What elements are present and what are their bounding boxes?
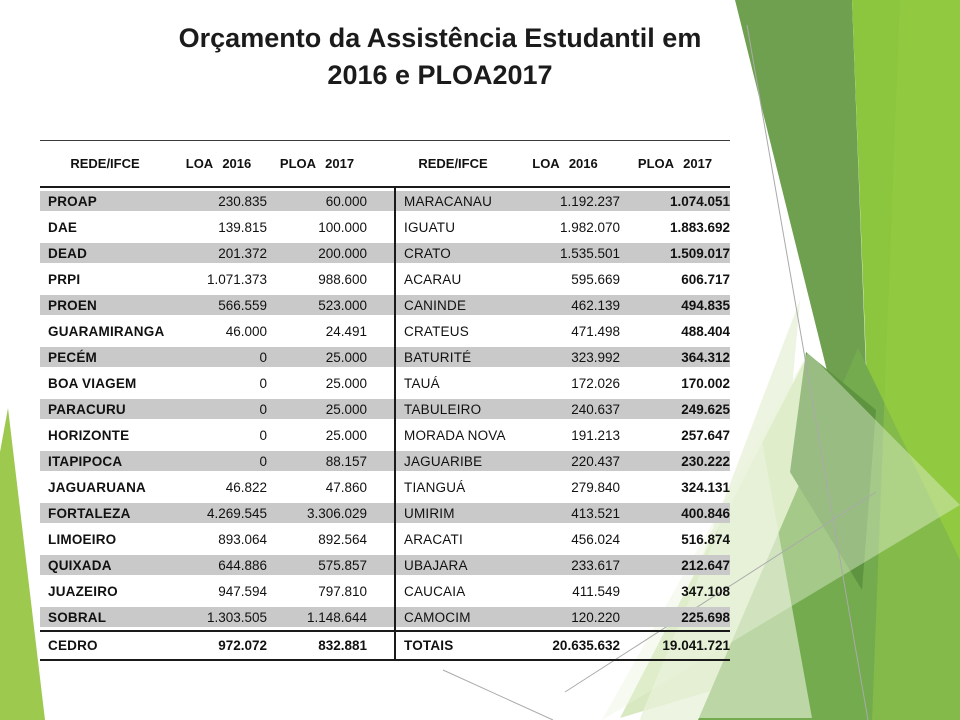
table-row <box>396 292 730 318</box>
campus-name-cell: BOA VIAGEM <box>48 375 137 391</box>
ploa-2017-value-cell: 832.881 <box>318 638 367 653</box>
ploa-2017-value-cell: 488.404 <box>681 323 730 339</box>
loa-2016-value-cell: 947.594 <box>218 583 267 599</box>
ploa-2017-value-cell: 364.312 <box>681 349 730 365</box>
table-footer-left <box>40 630 394 661</box>
ploa-2017-value-cell: 494.835 <box>681 297 730 313</box>
loa-2016-value-cell: 0 <box>259 349 267 365</box>
loa-2016-value-cell: 46.822 <box>225 479 267 495</box>
ploa-2017-value-cell: 88.157 <box>325 453 367 469</box>
campus-name-cell: SOBRAL <box>48 609 107 625</box>
loa-2016-value-cell: 279.840 <box>571 479 620 495</box>
ploa-2017-value-cell: 797.810 <box>318 583 367 599</box>
campus-name-cell: GUARAMIRANGA <box>48 323 165 339</box>
table-body-right <box>396 186 730 630</box>
ploa-2017-value-cell: 1.883.692 <box>669 219 730 235</box>
table-row <box>396 500 730 526</box>
table-row <box>40 188 394 214</box>
campus-name-cell: PARACURU <box>48 401 126 417</box>
table-row <box>396 604 730 630</box>
table-row <box>40 604 394 630</box>
loa-2016-value-cell: 0 <box>259 453 267 469</box>
ploa-2017-value-cell: 170.002 <box>681 375 730 391</box>
ploa-2017-value-cell: 225.698 <box>681 609 730 625</box>
loa-2016-value-cell: 0 <box>259 375 267 391</box>
loa-2016-value-cell: 1.192.237 <box>559 193 620 209</box>
ploa-2017-total-cell: 19.041.721 <box>662 638 730 653</box>
campus-name-cell: CRATO <box>404 245 452 261</box>
ploa-2017-value-cell: 25.000 <box>325 375 367 391</box>
table-row <box>40 214 394 240</box>
campus-name-cell: CEDRO <box>48 638 98 653</box>
campus-name-cell: HORIZONTE <box>48 427 130 443</box>
ploa-2017-value-cell: 230.222 <box>681 453 730 469</box>
column-header-rede-ifce: REDE/IFCE <box>70 156 140 171</box>
ploa-2017-value-cell: 25.000 <box>325 427 367 443</box>
campus-name-cell: ITAPIPOCA <box>48 453 123 469</box>
campus-name-cell: PECÉM <box>48 349 98 365</box>
table-row <box>40 448 394 474</box>
campus-name-cell: DAE <box>48 219 78 235</box>
campus-name-cell: JAGUARIBE <box>404 453 483 469</box>
table-row <box>40 370 394 396</box>
ploa-2017-value-cell: 249.625 <box>681 401 730 417</box>
ploa-2017-value-cell: 523.000 <box>318 297 367 313</box>
table-row <box>40 578 394 604</box>
table-row <box>40 266 394 292</box>
table-row <box>396 578 730 604</box>
budget-table-right <box>396 141 730 661</box>
table-row <box>40 526 394 552</box>
loa-2016-value-cell: 644.886 <box>218 557 267 573</box>
loa-2016-value-cell: 411.549 <box>572 583 620 599</box>
table-row <box>40 318 394 344</box>
column-header-loa-2016: LOA 2016 <box>185 156 252 171</box>
column-header-ploa-2017: PLOA 2017 <box>279 156 355 171</box>
table-footer-totals <box>396 630 730 661</box>
ploa-2017-value-cell: 1.074.051 <box>669 193 730 209</box>
campus-name-cell: LIMOEIRO <box>48 531 117 547</box>
loa-2016-value-cell: 893.064 <box>218 531 267 547</box>
campus-name-cell: MORADA NOVA <box>404 427 506 443</box>
campus-name-cell: BATURITÉ <box>404 349 472 365</box>
ploa-2017-value-cell: 575.857 <box>318 557 367 573</box>
table-row <box>396 266 730 292</box>
column-header-rede-ifce: REDE/IFCE <box>418 156 488 171</box>
ploa-2017-value-cell: 47.860 <box>325 479 367 495</box>
table-row <box>396 422 730 448</box>
ploa-2017-value-cell: 24.491 <box>325 323 367 339</box>
loa-2016-value-cell: 323.992 <box>571 349 620 365</box>
campus-name-cell: CANINDE <box>404 297 467 313</box>
loa-2016-value-cell: 240.637 <box>571 401 620 417</box>
campus-name-cell: TAUÁ <box>404 375 440 391</box>
campus-name-cell: CAMOCIM <box>404 609 471 625</box>
totals-label-cell: TOTAIS <box>404 638 454 653</box>
campus-name-cell: ACARAU <box>404 271 462 287</box>
ploa-2017-value-cell: 1.509.017 <box>669 245 730 261</box>
table-body-left <box>40 186 394 630</box>
loa-2016-value-cell: 191.213 <box>571 427 620 443</box>
loa-2016-value-cell: 46.000 <box>225 323 267 339</box>
campus-name-cell: PROAP <box>48 193 98 209</box>
table-row <box>40 552 394 578</box>
loa-2016-value-cell: 220.437 <box>571 453 620 469</box>
table-row <box>396 448 730 474</box>
table-row <box>40 422 394 448</box>
loa-2016-value-cell: 0 <box>259 401 267 417</box>
loa-2016-value-cell: 233.617 <box>571 557 620 573</box>
ploa-2017-value-cell: 606.717 <box>681 271 730 287</box>
loa-2016-value-cell: 0 <box>259 427 267 443</box>
bottom-left-green-wedge <box>0 408 45 720</box>
loa-2016-value-cell: 4.269.545 <box>206 505 267 521</box>
table-row <box>396 344 730 370</box>
ploa-2017-value-cell: 212.647 <box>681 557 730 573</box>
table-row <box>396 474 730 500</box>
table-row <box>40 396 394 422</box>
thin-diagonal-line-bottom <box>443 670 553 720</box>
loa-2016-value-cell: 456.024 <box>571 531 620 547</box>
table-row <box>396 370 730 396</box>
ploa-2017-value-cell: 1.148.644 <box>306 609 367 625</box>
loa-2016-value-cell: 139.815 <box>218 219 267 235</box>
table-row <box>396 188 730 214</box>
ploa-2017-value-cell: 200.000 <box>318 245 367 261</box>
loa-2016-value-cell: 595.669 <box>571 271 620 287</box>
table-row <box>40 292 394 318</box>
ploa-2017-value-cell: 324.131 <box>681 479 730 495</box>
loa-2016-value-cell: 1.303.505 <box>206 609 267 625</box>
slide-title <box>90 20 790 94</box>
ploa-2017-value-cell: 400.846 <box>681 505 730 521</box>
table-row <box>396 526 730 552</box>
ploa-2017-value-cell: 347.108 <box>681 583 730 599</box>
loa-2016-value-cell: 1.071.373 <box>206 271 267 287</box>
campus-name-cell: TABULEIRO <box>404 401 482 417</box>
campus-name-cell: MARACANAU <box>404 193 493 209</box>
slide-title-line2: 2016 e PLOA2017 <box>327 60 553 90</box>
loa-2016-value-cell: 230.835 <box>218 193 267 209</box>
table-header-left <box>40 141 394 186</box>
campus-name-cell: CAUCAIA <box>404 583 466 599</box>
table-row <box>396 318 730 344</box>
loa-2016-value-cell: 1.982.070 <box>559 219 620 235</box>
loa-2016-value-cell: 172.026 <box>571 375 620 391</box>
campus-name-cell: JAGUARUANA <box>48 479 147 495</box>
campus-name-cell: FORTALEZA <box>48 505 131 521</box>
budget-table-left <box>40 141 394 661</box>
ploa-2017-value-cell: 892.564 <box>318 531 367 547</box>
ploa-2017-value-cell: 988.600 <box>318 271 367 287</box>
table-header-right <box>396 141 730 186</box>
ploa-2017-value-cell: 516.874 <box>681 531 730 547</box>
table-row <box>396 396 730 422</box>
column-header-ploa-2017: PLOA 2017 <box>637 156 713 171</box>
campus-name-cell: QUIXADA <box>48 557 112 573</box>
campus-name-cell: JUAZEIRO <box>48 583 118 599</box>
table-row <box>396 240 730 266</box>
table-row <box>40 344 394 370</box>
ploa-2017-value-cell: 3.306.029 <box>306 505 367 521</box>
campus-name-cell: TIANGUÁ <box>404 479 466 495</box>
loa-2016-value-cell: 1.535.501 <box>559 245 620 261</box>
table-row <box>396 552 730 578</box>
slide-title-line1: Orçamento da Assistência Estudantil em <box>178 23 702 53</box>
ploa-2017-value-cell: 25.000 <box>325 401 367 417</box>
ploa-2017-value-cell: 100.000 <box>318 219 367 235</box>
loa-2016-value-cell: 566.559 <box>218 297 267 313</box>
table-row <box>40 500 394 526</box>
loa-2016-value-cell: 120.220 <box>571 609 620 625</box>
column-header-loa-2016: LOA 2016 <box>532 156 598 171</box>
loa-2016-value-cell: 972.072 <box>218 638 267 653</box>
campus-name-cell: UBAJARA <box>404 557 468 573</box>
loa-2016-value-cell: 201.372 <box>218 245 267 261</box>
loa-2016-value-cell: 471.498 <box>571 323 620 339</box>
campus-name-cell: ARACATI <box>404 531 463 547</box>
ploa-2017-value-cell: 25.000 <box>325 349 367 365</box>
campus-name-cell: PROEN <box>48 297 98 313</box>
loa-2016-total-cell: 20.635.632 <box>552 638 620 653</box>
table-row <box>396 214 730 240</box>
ploa-2017-value-cell: 60.000 <box>325 193 367 209</box>
ploa-2017-value-cell: 257.647 <box>681 427 730 443</box>
table-row <box>40 240 394 266</box>
campus-name-cell: DEAD <box>48 245 88 261</box>
campus-name-cell: CRATEUS <box>404 323 469 339</box>
campus-name-cell: UMIRIM <box>404 505 455 521</box>
loa-2016-value-cell: 462.139 <box>571 297 620 313</box>
loa-2016-value-cell: 413.521 <box>571 505 620 521</box>
campus-name-cell: PRPI <box>48 271 81 287</box>
campus-name-cell: IGUATU <box>404 219 456 235</box>
table-row <box>40 474 394 500</box>
